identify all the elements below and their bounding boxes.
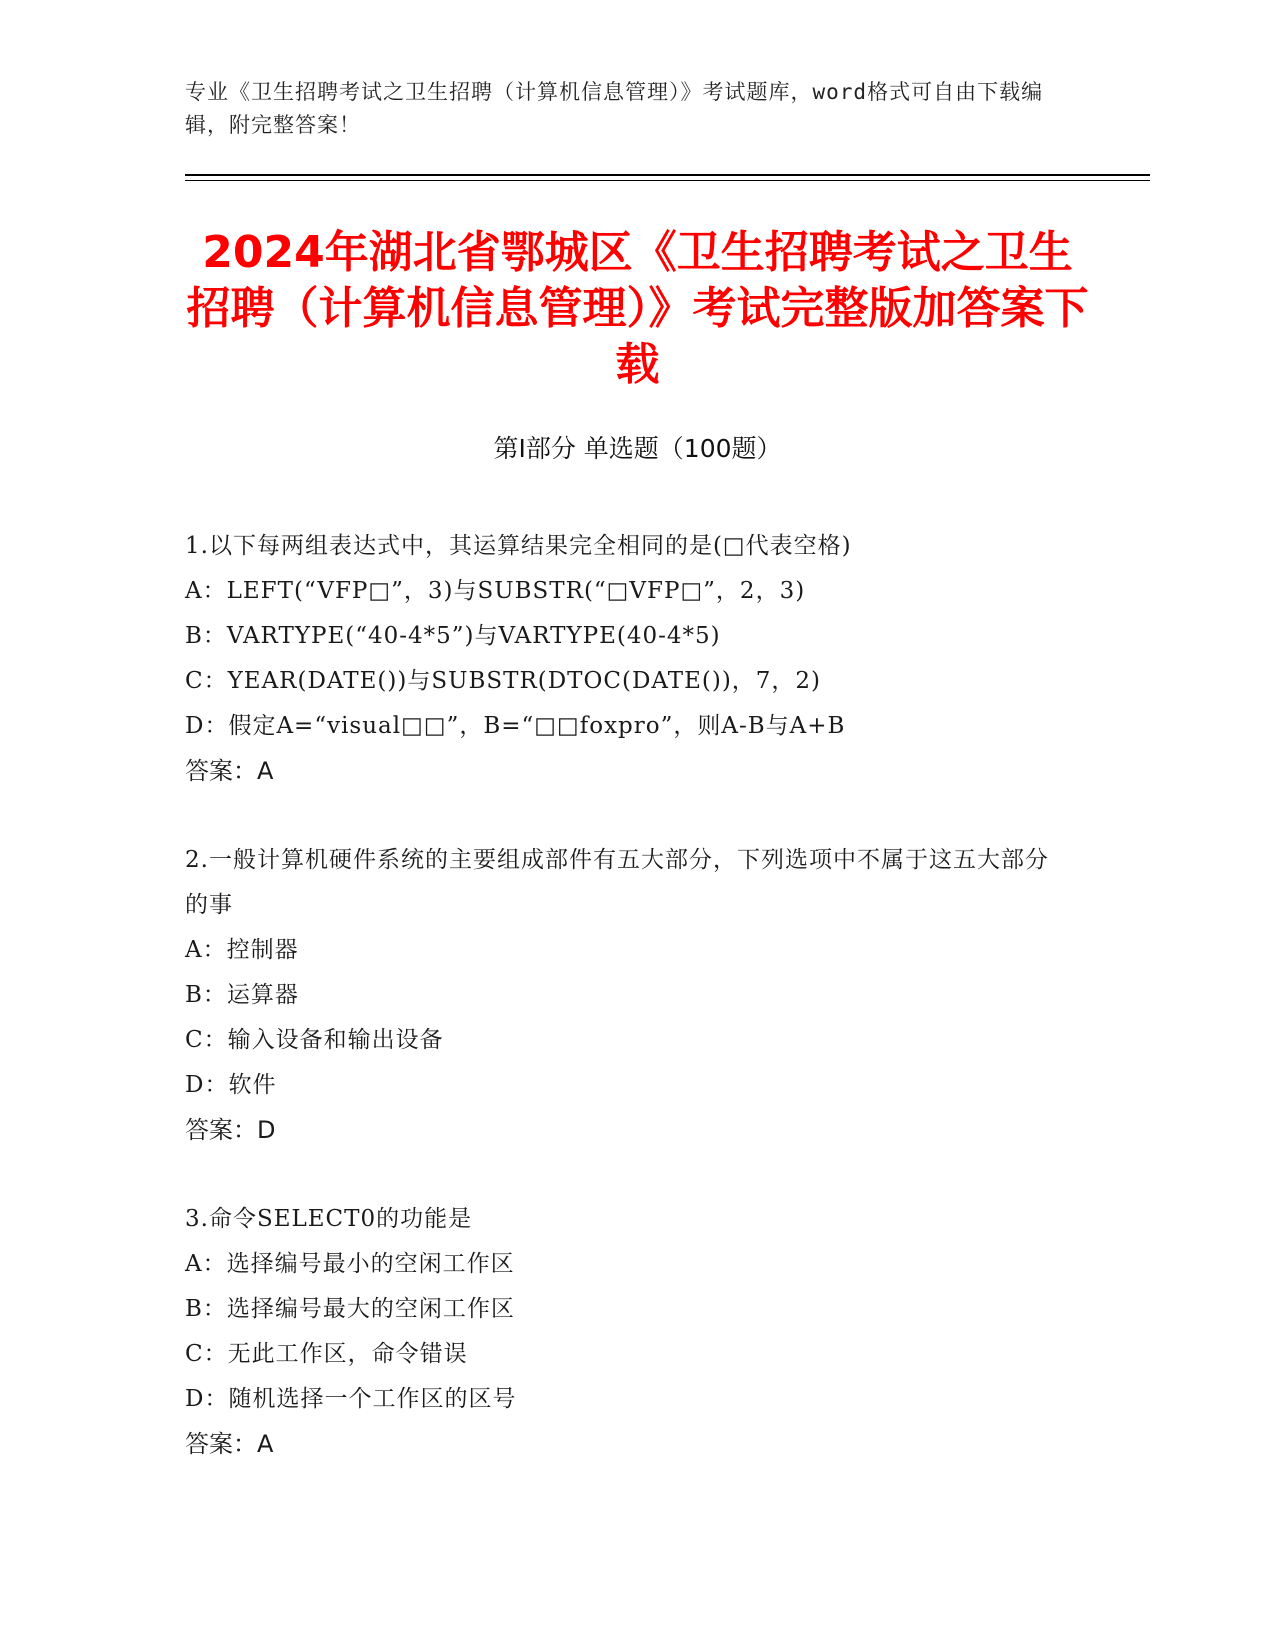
question-stem: 1.以下每两组表达式中，其运算结果完全相同的是(□代表空格) xyxy=(185,533,852,559)
header-rule-thin xyxy=(185,180,1150,181)
question-stem: 2.一般计算机硬件系统的主要组成部件有五大部分，下列选项中不属于这五大部分的事 xyxy=(185,847,1049,918)
option-a: A：控制器 xyxy=(185,937,299,963)
question-list xyxy=(185,524,1065,1511)
answer: 答案：A xyxy=(185,757,274,785)
option-c: C：无此工作区，命令错误 xyxy=(185,1341,468,1367)
answer: 答案：D xyxy=(185,1116,276,1144)
option-d: D：软件 xyxy=(185,1072,277,1098)
question-stem: 3.命令SELECT0的功能是 xyxy=(185,1206,473,1232)
option-d: D：假定A=“visual□□”，B=“□□foxpro”，则A-B与A+B xyxy=(185,713,846,739)
document-title: 2024年湖北省鄂城区《卫生招聘考试之卫生招聘（计算机信息管理）》考试完整版加答案下载 xyxy=(186,227,1089,390)
option-a: A：选择编号最小的空闲工作区 xyxy=(185,1251,515,1277)
answer: 答案：A xyxy=(185,1430,274,1458)
option-b: B：选择编号最大的空闲工作区 xyxy=(185,1296,515,1322)
header-rule-thick xyxy=(185,174,1150,176)
header-note: 专业《卫生招聘考试之卫生招聘（计算机信息管理）》考试题库，word格式可自由下载编辑，附完整答案！ xyxy=(185,80,1044,137)
question-2 xyxy=(185,838,1065,1153)
option-b: B：VARTYPE(“40-4*5”)与VARTYPE(40-4*5) xyxy=(185,623,721,649)
question-1 xyxy=(185,524,1065,794)
option-b: B：运算器 xyxy=(185,982,299,1008)
option-a: A：LEFT(“VFP□”，3)与SUBSTR(“□VFP□”，2，3) xyxy=(185,578,806,604)
option-d: D：随机选择一个工作区的区号 xyxy=(185,1386,517,1412)
section-heading: 第I部分 单选题（100题） xyxy=(493,434,782,463)
option-c: C：YEAR(DATE())与SUBSTR(DTOC(DATE())，7，2) xyxy=(185,668,822,694)
option-c: C：输入设备和输出设备 xyxy=(185,1027,444,1053)
question-3 xyxy=(185,1197,1065,1467)
